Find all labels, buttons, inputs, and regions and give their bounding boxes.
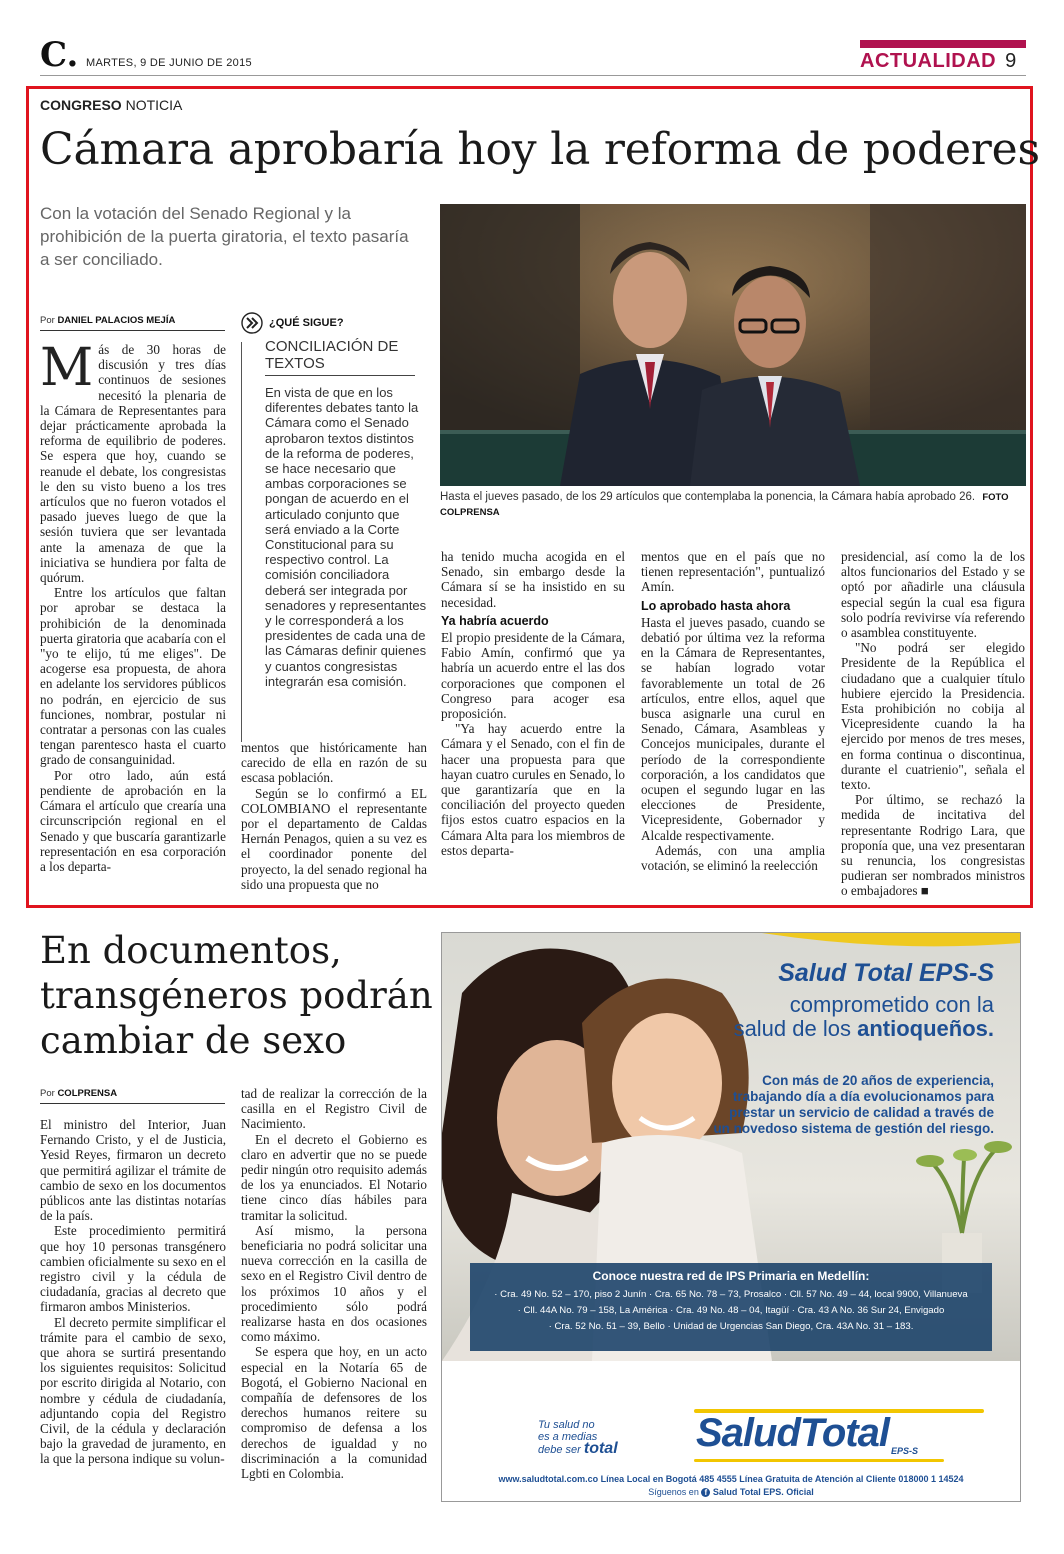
- sidebar-label: ¿QUÉ SIGUE?: [269, 317, 344, 329]
- article-byline: Por DANIEL PALACIOS MEJÍA: [40, 315, 176, 326]
- ad-subtitle: comprometido con la salud de los antioqueños.: [733, 992, 994, 1041]
- ad-title: Salud Total EPS-S: [778, 959, 994, 987]
- paragraph: mentos que históricamente han carecido de ella en razón de su escasa población.: [241, 740, 427, 786]
- facebook-icon: f: [701, 1488, 710, 1497]
- article-lede: Con la votación del Senado Regional y la prohibición de la puerta giratoria, el texto pasaría a ser conciliado.: [40, 204, 409, 269]
- paragraph: ha tenido mucha acogida en el Senado, sin embargo desde la Cámara sí se ha insistido en su necesidad.: [441, 549, 625, 610]
- byline-rule: [40, 330, 225, 331]
- article2-headline: En documentos, transgéneros podrán cambiar de sexo: [40, 929, 433, 1062]
- paragraph: Entre los artículos que faltan por aprobar se destaca la prohibición de la denominada puerta giratoria que acabaría con el "yo te elijo, tú me eliges". De acogerse esa propuesta, de ahora en adelante los servidores públicos no podrán, en ejercicio de sus funciones, nombrar, postular ni contratar a personas con las cuales tengan parentesco hasta el cuarto grado de consanguinidad.: [40, 585, 226, 768]
- photo-credit: FOTO COLPRENSA: [440, 492, 1009, 518]
- subheading: Lo aprobado hasta ahora: [641, 598, 791, 613]
- paragraph: Así mismo, la persona beneficiaria no podrá solicitar una nueva corrección en la casilla de sexo en el Registro Civil dentro de los próximos 10 años y el procedimiento sólo podrá realizarse hasta en dos ocasiones como máximo.: [241, 1222, 427, 1345]
- paragraph: Más de 30 horas de discusión y tres días continuos de sesiones necesitó la plenaria de la Cámara de Representantes para dejar prácticamente aprobada la reforma de equilibrio de poderes. Se espera que hoy, cuando se reanude el debate, los congresistas le den su visto bueno a los tres artículos que no fueron votados el pasado jueves luego de que la sesión tuviera que ser levantada ante la amenaza de que la iniciativa se hundiera por falta de quórum.: [40, 338, 226, 586]
- header-rule: [40, 75, 1026, 76]
- sidebar-text: En vista de que en los diferentes debates tanto la Cámara como el Senado aprobaron textos distintos de la reforma de poderes, se hace necesario que ambas corporaciones se pongan de acuerdo en el articulado conjunto que será enviado a la Corte Constitucional para su respectivo control. La comisión conciliadora deberá ser integrada por senadores y representantes y le corresponderá a los presidentes de cada una de las Cámaras definir quienes y cuantos congresistas integrarán esa comisión.: [265, 385, 427, 689]
- paragraph: Por último, se rechazó la medida de incitativa del representante Rodrigo Lara, que proponía que, una vez presentaran su renuncia, los congresistas pudieran ser nombrados ministros o embajadores ■: [841, 792, 1025, 899]
- paragraph: Por otro lado, aún está pendiente de aprobación en la Cámara el artículo que crearía una circunscripción regional en el Senado y que buscaría garantizarle representación en esa corporación a los departa-: [40, 767, 226, 874]
- paragraph: presidencial, así como la de los altos funcionarios del Estado y se optó por añadirle una cláusula especial según la cual esa figura solo podría revivirse vía referendo o asamblea constituyente.: [841, 549, 1025, 641]
- ad-network-title: Conoce nuestra red de IPS Primaria en Medellín:: [592, 1269, 870, 1283]
- article2-byline: Por COLPRENSA: [40, 1088, 118, 1099]
- paragraph: tad de realizar la corrección de la casilla en el Registro Civil de Nacimiento.: [241, 1086, 427, 1132]
- paragraph: Este procedimiento permitirá que hoy 10 personas transgénero cambien oficialmente su sexo en el registro civil y la cédula de ciudadanía, gracias al decreto que firmaron ambos Ministerios.: [40, 1223, 226, 1315]
- article-column-3: [441, 549, 625, 858]
- issue-date: MARTES, 9 DE JUNIO DE 2015: [86, 57, 252, 69]
- ad-network-line: · Cll. 44A No. 79 – 158, La América · Cra. 49 No. 48 – 04, Itagüí · Cra. 43 A No. 36 Sur 24, Envigado: [517, 1305, 945, 1316]
- ad-body: Con más de 20 años de experiencia, trabajando día a día evolucionamos para prestar un servicio de calidad a través de un novedoso sistema de gestión del riesgo.: [713, 1073, 994, 1136]
- publication-logo: C.: [40, 35, 79, 75]
- article-headline: Cámara aprobaría hoy la reforma de poderes: [40, 124, 1040, 175]
- ad-brand-logo: SaludTotal EPS-S: [696, 1411, 918, 1456]
- ad-network-line: · Cra. 49 No. 52 – 170, piso 2 Junín · Cra. 65 No. 78 – 73, Prosalco · Cll. 57 No. 49 – 44, local 9900, Villanueva: [494, 1289, 968, 1300]
- section-label: ACTUALIDAD 9: [860, 50, 1017, 72]
- photo-illustration: [440, 204, 1026, 486]
- ad-logo-underline: [694, 1459, 944, 1462]
- sidebar-divider: [241, 342, 242, 742]
- paragraph: Además, con una amplia votación, se eliminó la reelección: [641, 842, 825, 874]
- ad-network-line: · Cra. 52 No. 51 – 39, Bello · Unidad de Urgencias San Diego, Cra. 43A No. 31 – 183.: [548, 1321, 914, 1332]
- paragraph: mentos que en el país que no tienen representación", puntualizó Amín.: [641, 549, 825, 595]
- ad-network-container: [470, 1263, 992, 1351]
- paragraph: El decreto permite simplificar el trámite para el cambio de sexo, que ahora se surtirá presentando los siguientes requisitos: Solicitud por escrito dirigida al Notario, con nombre y cédula de ciudadanía, adjuntando copia del Registro Civil, de la cédula y declaración bajo la gravedad de juramento, en la que la persona indique su volun-: [40, 1314, 226, 1467]
- section-tab-bar: [860, 40, 1026, 48]
- paragraph: "Ya hay acuerdo entre la Cámara y el Senado, con el fin de hacer una propuesta para que hayan cuatro curules en Senado, lo que garantizaría que en la conciliación del proyecto queden fijos estos cuatro espacios en la Cámara Alta para los miembros de estos departa-: [441, 721, 625, 858]
- article-column-4: [641, 549, 825, 873]
- page-number: 9: [1005, 50, 1017, 72]
- article-column-1: [40, 338, 226, 874]
- article-kicker: CONGRESO NOTICIA: [40, 97, 183, 113]
- paragraph: En el decreto el Gobierno es claro en advertir que no se puede pedir ningún otro requisito además de los ya enunciados. El Notario tiene cinco días hábiles para tramitar la solicitud.: [241, 1131, 427, 1223]
- advertisement: [441, 932, 1021, 1502]
- article2-column-1: [40, 1117, 226, 1467]
- sidebar-title: CONCILIACIÓN DE TEXTOS: [265, 338, 415, 376]
- ad-slogan: Tu salud no es a medias debe ser total: [538, 1419, 618, 1457]
- congress-photo: [440, 204, 1026, 486]
- drop-cap: M: [40, 338, 94, 398]
- article-column-2: [241, 740, 427, 892]
- whats-next-sidebar: [241, 312, 427, 376]
- article2-byline-rule: [40, 1103, 225, 1104]
- article-column-5: [841, 549, 1025, 899]
- article2-column-2: [241, 1086, 427, 1481]
- ad-social: Síguenos en f Salud Total EPS. Oficial: [648, 1487, 814, 1497]
- paragraph: Según se lo confirmó a EL COLOMBIANO el representante por el departamento de Caldas Hernán Penagos, quien a su vez es el coordinador ponente del proyecto, la del senado regional ha sido una propuesta que no: [241, 785, 427, 892]
- photo-caption: Hasta el jueves pasado, de los 29 artículos que contemplaba la ponencia, la Cámara había aprobado 26. FOTO COLPRENSA: [440, 491, 1009, 518]
- ad-contact: www.saludtotal.com.co Línea Local en Bogotá 485 4555 Línea Gratuita de Atención al Cliente 018000 1 14524: [498, 1474, 964, 1484]
- paragraph: El ministro del Interior, Juan Fernando Cristo, y el de Justicia, Yesid Reyes, firmaron un decreto que permitirá agilizar el trámite de cambio de sexo en los documentos públicos ante las distintas notarías de la país.: [40, 1117, 226, 1224]
- paragraph: Se espera que hoy, en un acto especial en la Notaría 65 de Bogotá, el Gobierno Nacional en compañía de defensores de los derechos humanos reitere su compromiso de defensa a los derechos de igualdad y no discriminación a la comunidad Lgbti en Colombia.: [241, 1344, 427, 1482]
- paragraph: Hasta el jueves pasado, cuando se debatió por última vez la reforma en la Cámara de Representantes, se habían logrado votar favorablemente un total de 26 artículos, entre ellos, aquel que busca asignarle una curul en Senado, Cámara, Asambleas y Concejos municipales, durante el período de la correspondiente corporación, a los candidatos que ocupen el segundo lugar en las elecciones de Presidente, Vicepresidente, Gobernador y Alcalde respectivamente.: [641, 614, 825, 843]
- double-chevron-icon: [241, 312, 263, 334]
- subheading: Ya habría acuerdo: [441, 613, 549, 628]
- paragraph: "No podrá ser elegido Presidente de la República el ciudadano que a cualquier título hubiere ejercido la Presidencia. Esta prohibición no cobija al Vicepresidente cuando la ha ejercido por menos de tres meses, en forma continua o discontinua, durante el cuatrienio", señala el texto.: [841, 640, 1025, 793]
- paragraph: El propio presidente de la Cámara, Fabio Amín, confirmó que ya habría un acuerdo entre el las dos corporaciones que componen el Congreso para acoger esa proposición.: [441, 630, 625, 722]
